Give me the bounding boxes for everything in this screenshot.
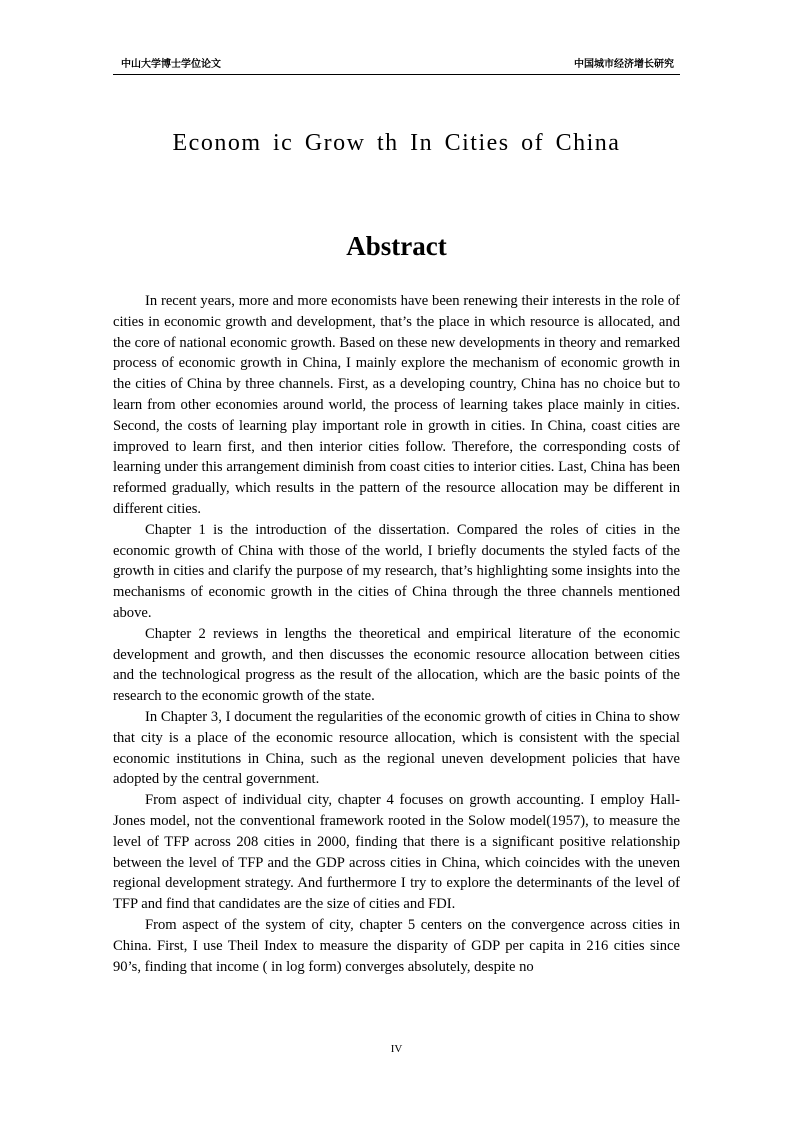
english-title: Econom ic Grow th In Cities of China [172, 130, 621, 156]
abstract-body [113, 291, 680, 977]
page-number: IV [390, 1043, 403, 1055]
abstract-paragraph: In Chapter 3, I document the regularities of the economic growth of cities in China to show that city is a place of the economic resource allocation, which is consistent with the special economic institutions in China, such as the regional uneven development policies that have adopted by the central government. [113, 708, 680, 788]
abstract-paragraph: In recent years, more and more economists have been renewing their interests in the role of cities in economic growth and development, that’s the place in which resource is allocated, and the core of national economic growth. Based on these new developments in theory and remarked process of economic growth in China, I mainly explore the mechanism of economic growth in the cities of China by three channels. First, as a developing country, China has no choice but to learn from other economies around world, the process of learning takes place mainly in cities. Second, the costs of learning play important role in growth in cities. In China, coast cities are improved to learn first, and then interior cities follow. Therefore, the corresponding costs of learning under this arrangement diminish from coast cities to interior cities. Last, China has been reformed gradually, which results in the pattern of the resource allocation may be different in different cities. [113, 293, 680, 517]
abstract-heading: Abstract [346, 231, 447, 261]
header-university-thesis: 中山大学博士学位论文 [121, 59, 221, 70]
header-thesis-topic: 中国城市经济增长研究 [574, 59, 674, 70]
abstract-paragraph: From aspect of individual city, chapter 4 focuses on growth accounting. I employ Hall-Jones model, not the conventional framework rooted in the Solow model(1957), to measure the level of TFP across 208 cities in 2000, finding that there is a significant positive relationship between the level of TFP and the GDP across cities in China, which coincides with the uneven regional development strategy. And furthermore I try to explore the determinants of the level of TFP and find that candidates are the size of cities and FDI. [113, 792, 680, 913]
running-header [113, 58, 680, 75]
abstract-paragraph: Chapter 1 is the introduction of the dissertation. Compared the roles of cities in the economic growth of China with those of the world, I briefly documents the styled facts of the growth in cities and clarify the purpose of my research, that’s highlighting some insights into the mechanisms of economic growth in the cities of China through the three channels mentioned above. [113, 521, 680, 621]
abstract-paragraph: Chapter 2 reviews in lengths the theoretical and empirical literature of the economic development and growth, and then discusses the economic resource allocation between cities and the technological progress as the result of the allocation, which are the basic points of the research to the economic growth of the state. [113, 625, 680, 705]
abstract-paragraph: From aspect of the system of city, chapter 5 centers on the convergence across cities in China. First, I use Theil Index to measure the disparity of GDP per capita in 216 cities since 90’s, finding that income ( in log form) converges absolutely, despite no [113, 916, 680, 975]
